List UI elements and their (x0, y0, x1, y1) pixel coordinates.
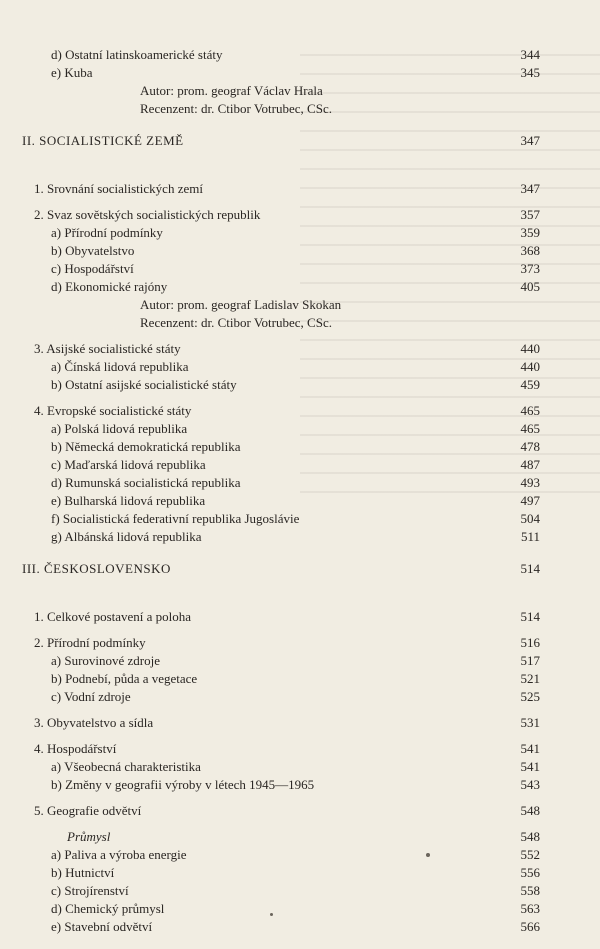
spacer (0, 164, 600, 180)
entry-page-number: 465 (520, 421, 540, 436)
entry-page-number: 566 (520, 919, 540, 934)
entry-title: b) Podnebí, půda a vegetace (51, 671, 198, 686)
entry-title: b) Ostatní asijské socialistické státy (51, 377, 237, 392)
entry-page-number: 541 (520, 741, 540, 756)
toc-entry (0, 828, 600, 846)
toc-entry (0, 740, 600, 758)
section-divider (0, 578, 600, 592)
entry-title: g) Albánská lidová republika (51, 529, 202, 544)
toc-entry (0, 492, 600, 510)
entry-page-number: 345 (520, 65, 540, 80)
toc-entry (0, 402, 600, 420)
toc-entry (0, 242, 600, 260)
toc-entry (0, 510, 600, 528)
entry-title: f) Socialistická federativní republika Jugoslávie (51, 511, 300, 526)
entry-page-number: 487 (520, 457, 540, 472)
section-divider (0, 150, 600, 164)
entry-title: c) Vodní zdroje (51, 689, 131, 704)
entry-title: e) Stavební odvětví (51, 919, 153, 934)
section-divider (0, 118, 600, 132)
entry-title: e) Bulharská lidová republika (51, 493, 206, 508)
toc-entry (0, 864, 600, 882)
toc-entry (0, 688, 600, 706)
entry-page-number: 521 (520, 671, 540, 686)
entry-page-number: 525 (520, 689, 540, 704)
toc-entry (0, 278, 600, 296)
entry-page-number: 516 (520, 635, 540, 650)
entry-page-number: 478 (520, 439, 540, 454)
entry-page-number: 347 (520, 133, 540, 148)
section-heading (0, 132, 600, 150)
entry-title: a) Čínská lidová republika (51, 359, 189, 374)
toc-entry (0, 882, 600, 900)
toc-entry (0, 802, 600, 820)
toc-entry (0, 918, 600, 936)
section-divider (0, 546, 600, 560)
entry-page-number: 548 (520, 803, 540, 818)
toc-entry (0, 376, 600, 394)
entry-title: d) Ostatní latinskoamerické státy (51, 47, 223, 62)
entry-title: e) Kuba (51, 65, 93, 80)
toc-entry (0, 438, 600, 456)
entry-page-number: 514 (520, 609, 540, 624)
entry-title: 2. Přírodní podmínky (34, 635, 146, 650)
toc-entry (0, 456, 600, 474)
entry-page-number: 497 (520, 493, 540, 508)
entry-title: Autor: prom. geograf Ladislav Skokan (140, 297, 342, 312)
entry-page-number: 517 (520, 653, 540, 668)
toc-entry (0, 82, 600, 100)
entry-title: Průmysl (67, 829, 111, 844)
entry-title: c) Strojírenství (51, 883, 129, 898)
toc-entry (0, 474, 600, 492)
entry-title: III. ČESKOSLOVENSKO (22, 561, 171, 576)
toc-entry (0, 634, 600, 652)
table-of-contents (0, 46, 600, 936)
entry-title: b) Změny v geografii výroby v létech 1945—1965 (51, 777, 315, 792)
entry-title: II. SOCIALISTICKÉ ZEMĚ (22, 133, 184, 148)
spacer (0, 394, 600, 402)
toc-entry (0, 340, 600, 358)
toc-entry (0, 420, 600, 438)
entry-title: 1. Srovnání socialistických zemí (34, 181, 203, 196)
toc-entry (0, 652, 600, 670)
toc-entry (0, 776, 600, 794)
spacer (0, 820, 600, 828)
entry-title: 2. Svaz sovětských socialistických republik (34, 207, 261, 222)
entry-title: b) Německá demokratická republika (51, 439, 241, 454)
spacer (0, 198, 600, 206)
spacer (0, 332, 600, 340)
entry-title: Recenzent: dr. Ctibor Votrubec, CSc. (140, 315, 332, 330)
entry-page-number: 556 (520, 865, 540, 880)
entry-title: 3. Asijské socialistické státy (34, 341, 181, 356)
toc-entry (0, 100, 600, 118)
spacer (0, 626, 600, 634)
entry-title: d) Ekonomické rajóny (51, 279, 168, 294)
entry-page-number: 344 (520, 47, 540, 62)
entry-title: a) Přírodní podmínky (51, 225, 163, 240)
entry-title: d) Chemický průmysl (51, 901, 165, 916)
toc-entry (0, 206, 600, 224)
entry-page-number: 543 (520, 777, 540, 792)
entry-page-number: 548 (520, 829, 540, 844)
entry-title: a) Všeobecná charakteristika (51, 759, 201, 774)
toc-entry (0, 358, 600, 376)
entry-title: b) Obyvatelstvo (51, 243, 135, 258)
entry-page-number: 552 (520, 847, 540, 862)
toc-entry (0, 260, 600, 278)
entry-page-number: 359 (520, 225, 540, 240)
toc-entry (0, 758, 600, 776)
toc-entry (0, 296, 600, 314)
entry-page-number: 405 (520, 279, 540, 294)
entry-page-number: 493 (520, 475, 540, 490)
entry-title: a) Polská lidová republika (51, 421, 188, 436)
entry-page-number: 459 (520, 377, 540, 392)
entry-page-number: 541 (520, 759, 540, 774)
entry-title: d) Rumunská socialistická republika (51, 475, 241, 490)
toc-entry (0, 180, 600, 198)
entry-page-number: 347 (520, 181, 540, 196)
spacer (0, 706, 600, 714)
paper-speck (270, 913, 273, 916)
entry-page-number: 511 (520, 529, 540, 544)
toc-entry (0, 528, 600, 546)
toc-entry (0, 900, 600, 918)
entry-page-number: 440 (520, 359, 540, 374)
entry-title: c) Maďarská lidová republika (51, 457, 206, 472)
entry-title: 4. Evropské socialistické státy (34, 403, 192, 418)
toc-entry (0, 608, 600, 626)
toc-entry (0, 64, 600, 82)
toc-entry (0, 224, 600, 242)
toc-entry (0, 714, 600, 732)
toc-entry (0, 670, 600, 688)
entry-page-number: 558 (520, 883, 540, 898)
spacer (0, 732, 600, 740)
entry-page-number: 563 (520, 901, 540, 916)
entry-title: b) Hutnictví (51, 865, 115, 880)
spacer (0, 794, 600, 802)
entry-page-number: 373 (520, 261, 540, 276)
entry-title: 1. Celkové postavení a poloha (34, 609, 192, 624)
entry-title: Autor: prom. geograf Václav Hrala (140, 83, 323, 98)
entry-title: a) Surovinové zdroje (51, 653, 161, 668)
entry-title: Recenzent: dr. Ctibor Votrubec, CSc. (140, 101, 332, 116)
entry-title: a) Paliva a výroba energie (51, 847, 187, 862)
entry-page-number: 357 (520, 207, 540, 222)
entry-page-number: 531 (520, 715, 540, 730)
entry-page-number: 465 (520, 403, 540, 418)
entry-page-number: 368 (520, 243, 540, 258)
entry-title: 5. Geografie odvětví (34, 803, 142, 818)
toc-entry (0, 314, 600, 332)
toc-entry (0, 46, 600, 64)
section-heading (0, 560, 600, 578)
entry-page-number: 504 (520, 511, 540, 526)
entry-title: 3. Obyvatelstvo a sídla (34, 715, 154, 730)
entry-title: c) Hospodářství (51, 261, 134, 276)
entry-title: 4. Hospodářství (34, 741, 117, 756)
toc-entry (0, 846, 600, 864)
paper-speck (426, 853, 430, 857)
spacer (0, 592, 600, 608)
entry-page-number: 514 (520, 561, 540, 576)
entry-page-number: 440 (520, 341, 540, 356)
